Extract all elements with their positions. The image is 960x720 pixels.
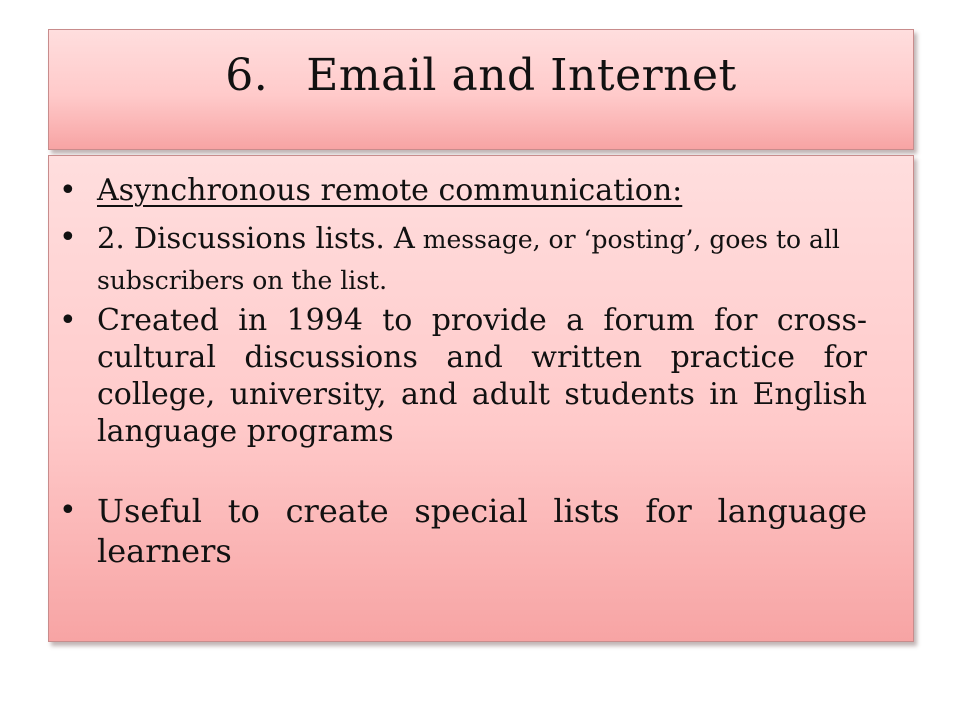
bullet-dot-icon: •: [59, 493, 77, 528]
bullet-dot-icon: •: [59, 303, 77, 338]
slide-title: [49, 52, 913, 100]
title-number: 6.: [225, 50, 269, 101]
title-box: [48, 29, 914, 150]
bullet-text: Useful to create special lists for language learners: [97, 492, 867, 570]
bullet-item-4: [59, 491, 867, 571]
bullet-lead-text: 2. Discussions lists. A: [97, 221, 415, 255]
bullet-rest-text: message, or ‘posting’, goes to all subscribers on the list.: [97, 225, 840, 295]
bullet-text: Asynchronous remote communication:: [97, 173, 683, 208]
bullet-item-2: [59, 218, 867, 298]
bullet-text: Created in 1994 to provide a forum for cross-cultural discussions and written practice for college, university, and adult students in English language programs: [97, 303, 867, 449]
title-text: Email and Internet: [306, 50, 737, 101]
bullet-item-3: [59, 302, 867, 487]
bullet-item-1: [59, 172, 867, 212]
bullet-list: [59, 172, 867, 571]
content-box: [48, 155, 914, 642]
bullet-dot-icon: •: [59, 173, 77, 208]
bullet-dot-icon: •: [59, 220, 77, 255]
